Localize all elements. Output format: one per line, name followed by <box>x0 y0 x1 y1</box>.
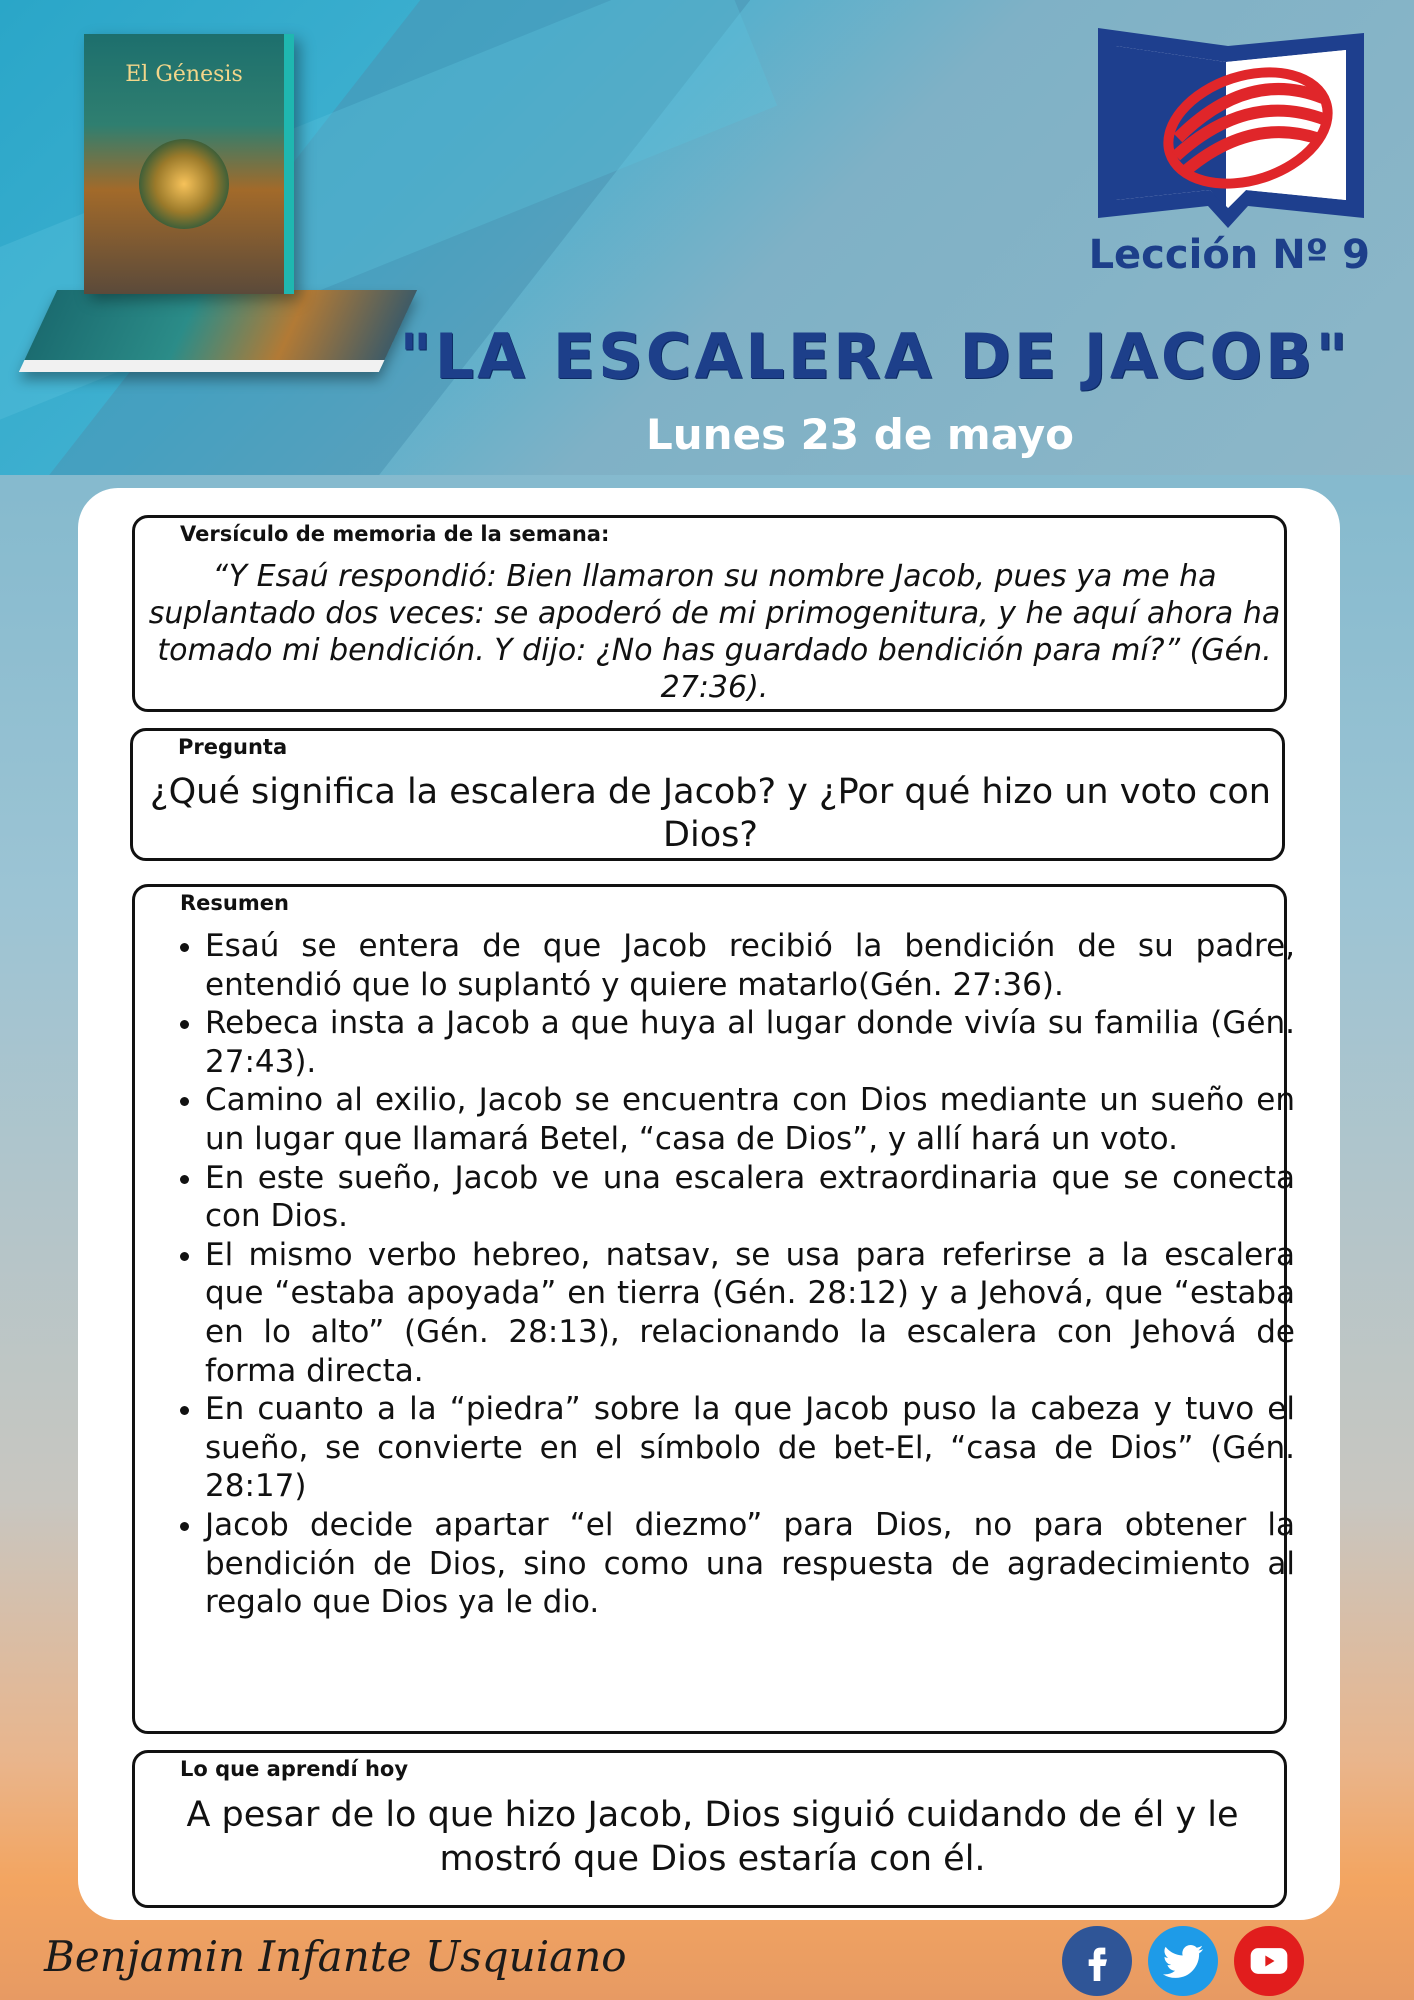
memory-verse-box <box>132 515 1287 712</box>
summary-label: Resumen <box>180 891 289 915</box>
book-cover-title: El Génesis <box>125 62 243 87</box>
lesson-date: Lunes 23 de mayo <box>646 410 1074 459</box>
learned-today-text: A pesar de lo que hizo Jacob, Dios siguió cuidando de él y le mostró que Dios estaría con él. <box>186 1795 1239 1879</box>
page-title: "LA ESCALERA DE JACOB" <box>399 320 1351 393</box>
learned-today-label: Lo que aprendí hoy <box>180 1757 409 1781</box>
summary-box <box>132 884 1295 1734</box>
summary-item: • Esaú se entera de que Jacob recibió la bendición de su padre, entendió que lo suplantó y quiere matarlo(Gén. 27:36). <box>205 927 1295 1004</box>
book-cover-image <box>84 34 294 294</box>
learned-today-box <box>132 1750 1287 1908</box>
book-lying-image <box>19 290 417 372</box>
book-cover-tree <box>139 139 229 229</box>
question-label: Pregunta <box>178 735 288 759</box>
memory-verse-label: Versículo de memoria de la semana: <box>180 522 610 546</box>
facebook-icon[interactable] <box>1062 1926 1132 1996</box>
summary-item: • Rebeca insta a Jacob a que huya al lugar donde vivía su familia (Gén. 27:43). <box>205 1004 1295 1081</box>
lesson-number: Lección Nº 9 <box>1088 232 1370 278</box>
summary-list <box>165 927 1295 1622</box>
twitter-icon[interactable] <box>1148 1926 1218 1996</box>
question-text: ¿Qué significa la escalera de Jacob? y ¿Por qué hizo un voto con Dios? <box>150 772 1271 855</box>
summary-item: • El mismo verbo hebreo, natsav, se usa para referirse a la escalera que “estaba apoyada” en tierra (Gén. 28:12) y a Jehová, que “estaba en lo alto” (Gén. 28:13), relacionando la escalera con Jehová de forma directa. <box>205 1236 1295 1390</box>
question-box <box>130 728 1285 861</box>
youtube-icon[interactable] <box>1234 1926 1304 1996</box>
memory-verse-text: “Y Esaú respondió: Bien llamaron su nombre Jacob, pues ya me ha suplantado dos veces: se apoderó de mi primogenitura, y he aquí ahora ha tomado mi bendición. Y dijo: ¿No has guardado bendición para mí?” (Gén. 27:36). <box>148 559 1281 705</box>
author-signature: Benjamin Infante Usquiano <box>44 1932 627 1981</box>
summary-item: • Camino al exilio, Jacob se encuentra con Dios mediante un sueño en un lugar que llamará Betel, “casa de Dios”, y allí hará un voto. <box>205 1081 1295 1158</box>
summary-item: • Jacob decide apartar “el diezmo” para Dios, no para obtener la bendición de Dios, sino como una respuesta de agradecimiento al regalo que Dios ya le dio. <box>205 1506 1295 1622</box>
summary-item: • En este sueño, Jacob ve una escalera extraordinaria que se conecta con Dios. <box>205 1159 1295 1236</box>
summary-item: • En cuanto a la “piedra” sobre la que Jacob puso la cabeza y tuvo el sueño, se convierte en el símbolo de bet-El, “casa de Dios” (Gén. 28:17) <box>205 1390 1295 1506</box>
church-logo-icon <box>1098 28 1364 228</box>
